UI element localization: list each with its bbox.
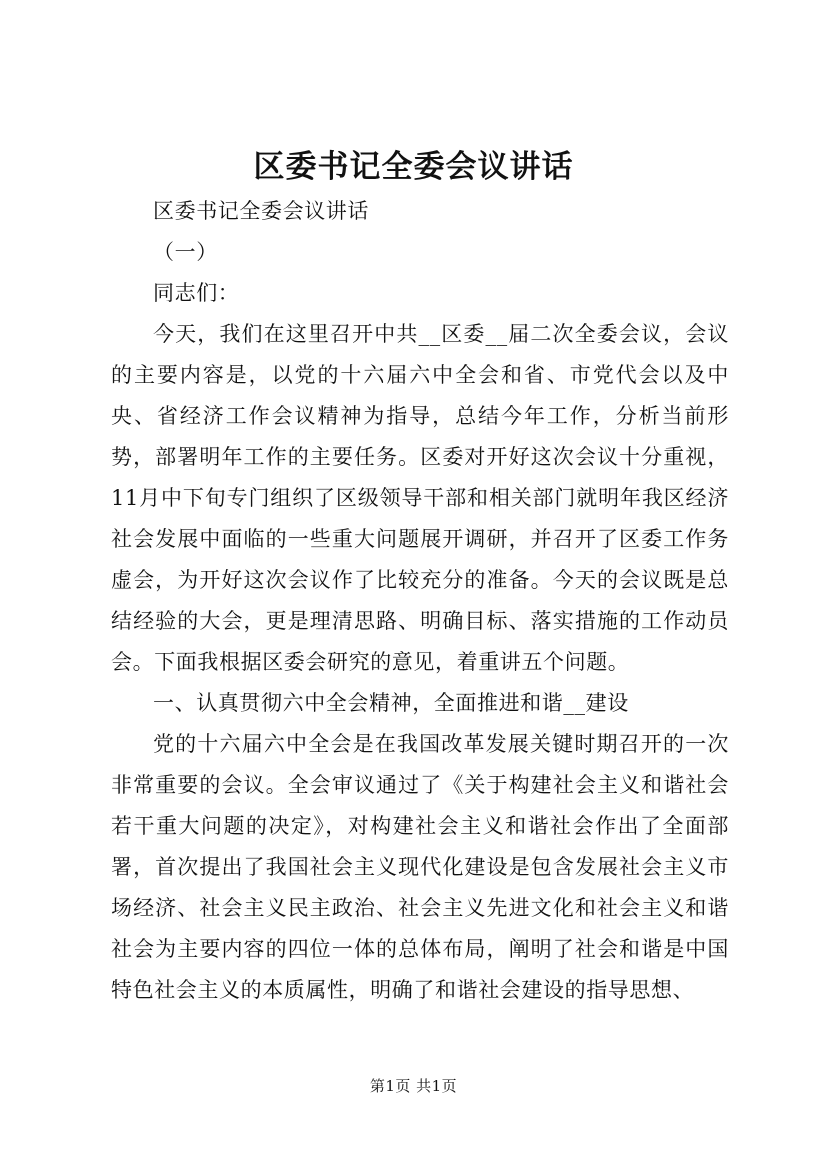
body-paragraph: 今天，我们在这里召开中共__区委__届二次全委会议，会议的主要内容是，以党的十六届六中全会和省、市党代会以及中央、省经济工作会议精神为指导，总结今年工作，分析当前形势，部署明年工作的主要任务。区委对开好这次会议十分重视，11月中下旬专门组织了区级领导干部和相关部门就明年我区经济社会发展中面临的一些重大问题展开调研，并召开了区委工作务虚会，为开好这次会议作了比较充分的准备。今天的会议既是总结经验的大会，更是理清思路、明确目标、落实措施的工作动员会。下面我根据区委会研究的意见，着重讲五个问题。: [111, 322, 729, 674]
page-footer: 第1页 共1页: [369, 1077, 458, 1095]
section-number-marker: （一）: [153, 240, 218, 264]
salutation: 同志们：: [153, 281, 240, 305]
document-title: 区委书记全委会议讲话: [253, 149, 574, 185]
section-heading: 一、认真贯彻六中全会精神，全面推进和谐__建设: [153, 691, 629, 715]
document-subtitle: 区委书记全委会议讲话: [153, 199, 369, 223]
document-body: [111, 191, 729, 1011]
body-paragraph: 党的十六届六中全会是在我国改革发展关键时期召开的一次非常重要的会议。全会审议通过了《关于构建社会主义和谐社会若干重大问题的决定》，对构建社会主义和谐社会作出了全面部署，首次提出了我国社会主义现代化建设是包含发展社会主义市场经济、社会主义民主政治、社会主义先进文化和社会主义和谐社会为主要内容的四位一体的总体布局，阐明了社会和谐是中国特色社会主义的本质属性，明确了和谐社会建设的指导思想、: [111, 732, 729, 1002]
